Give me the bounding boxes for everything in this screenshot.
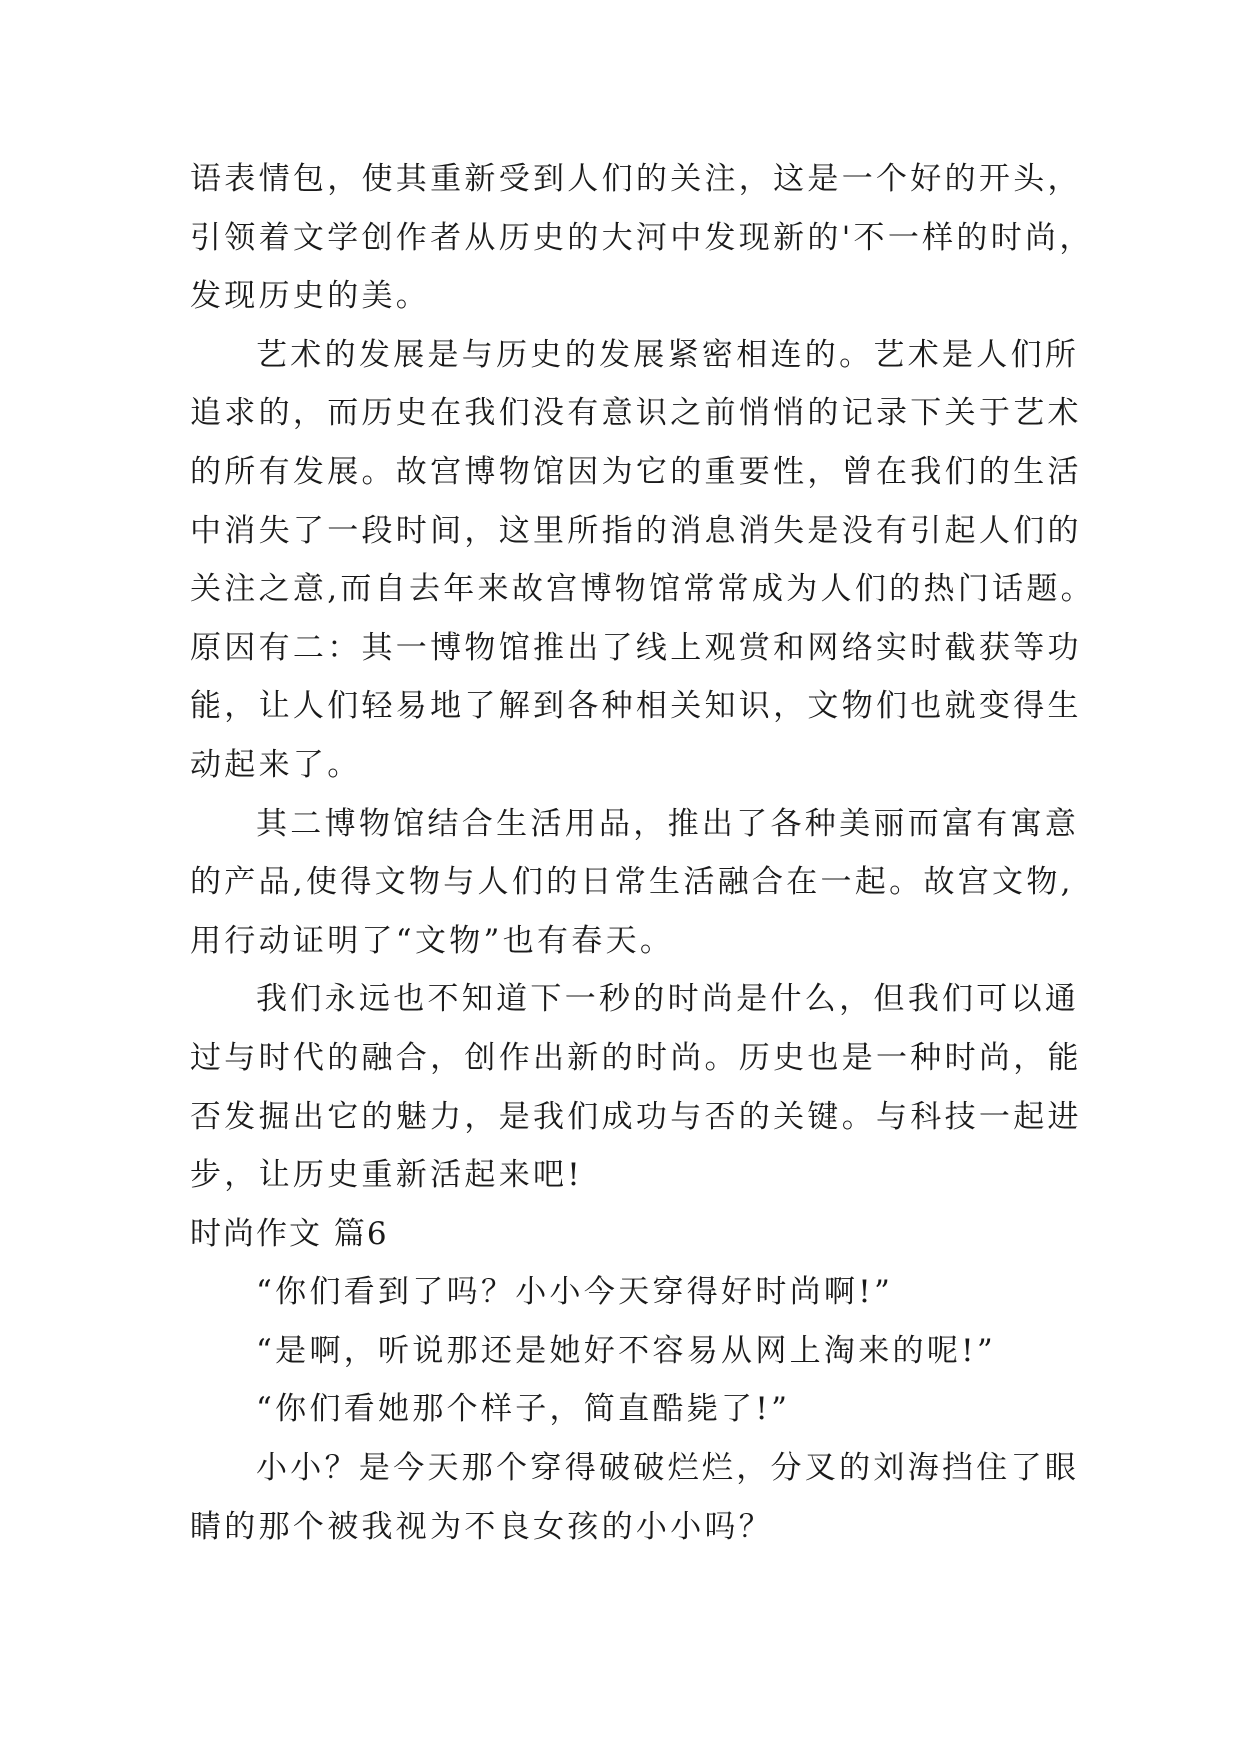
text-line: 睛的那个被我视为不良女孩的小小吗？ [190,1508,774,1545]
text-line: 能，让人们轻易地了解到各种相关知识，文物们也就变得生 [190,688,1082,725]
text-line: 其二博物馆结合生活用品，推出了各种美丽而富有寓意 [256,805,1080,842]
section-heading: 时尚作文 篇6 [190,1215,389,1252]
text-line: 我们永远也不知道下一秒的时尚是什么，但我们可以通 [256,981,1080,1018]
text-line: 语表情包，使其重新受到人们的关注，这是一个好的开头， [190,161,1082,197]
body-text [190,150,1095,1556]
text-line: 步，让历史重新活起来吧! [190,1157,584,1194]
text-line: 用行动证明了“文物”也有春天。 [190,922,675,959]
text-line: 引领着文学创作者从历史的大河中发现新的'不一样的时尚， [190,219,1094,256]
text-line: 过与时代的融合，创作出新的时尚。历史也是一种时尚，能 [190,1039,1082,1076]
text-line: 发现历史的美。 [190,278,431,315]
text-line: “你们看她那个样子，简直酷毙了!” [256,1391,791,1428]
text-line: 否发掘出它的魅力，是我们成功与否的关键。与科技一起进 [190,1098,1082,1135]
text-line: 的所有发展。故宫博物馆因为它的重要性，曾在我们的生活 [190,453,1082,490]
text-line: 的产品,使得文物与人们的日常生活融合在一起。故宫文物, [190,864,1074,901]
text-line: “你们看到了吗？小小今天穿得好时尚啊!” [256,1274,894,1311]
text-line: 中消失了一段时间，这里所指的消息消失是没有引起人们的 [190,512,1082,549]
text-line: “是啊，听说那还是她好不容易从网上淘来的呢!” [256,1332,997,1369]
text-line: 艺术的发展是与历史的发展紧密相连的。艺术是人们所 [256,336,1080,373]
text-line: 小小？是今天那个穿得破破烂烂，分叉的刘海挡住了眼 [256,1450,1080,1487]
text-line: 追求的，而历史在我们没有意识之前悄悄的记录下关于艺术 [190,395,1082,432]
text-line: 关注之意,而自去年来故宫博物馆常常成为人们的热门话题。 [190,571,1095,608]
text-line: 动起来了。 [190,746,362,783]
text-line: 原因有二：其一博物馆推出了线上观赏和网络实时截获等功 [190,629,1082,666]
